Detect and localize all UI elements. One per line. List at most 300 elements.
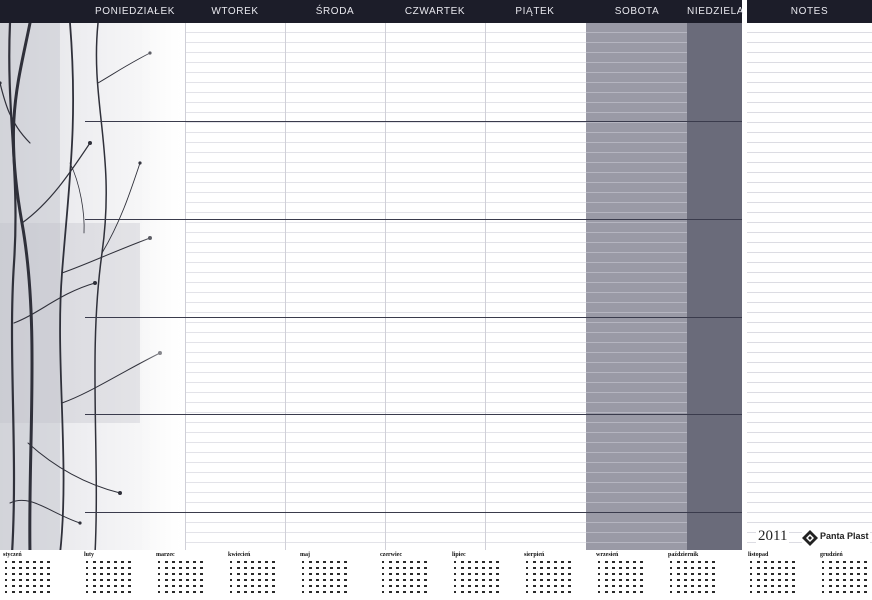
mini-calendar-day-mark: [272, 561, 275, 563]
mini-calendar-day-mark: [86, 591, 88, 593]
mini-calendar-day-mark: [93, 591, 96, 593]
mini-calendar-day-mark: [857, 561, 860, 563]
mini-calendar-day-mark: [691, 561, 694, 563]
mini-calendar-month: [452, 552, 512, 598]
mini-calendar-day-mark: [417, 585, 420, 587]
week-divider: [85, 512, 742, 513]
mini-calendar-day-mark: [403, 585, 406, 587]
mini-calendar-day-grid: [750, 561, 800, 597]
mini-calendar-day-mark: [114, 579, 117, 581]
mini-calendar-day-mark: [677, 561, 680, 563]
mini-calendar-day-mark: [344, 585, 347, 587]
mini-calendar-day-mark: [5, 561, 7, 563]
mini-calendar-month-name: sierpień: [524, 552, 545, 558]
mini-calendar-day-mark: [121, 579, 124, 581]
mini-calendar-day-mark: [93, 585, 96, 587]
mini-calendar-day-mark: [454, 561, 456, 563]
mini-calendar-day-mark: [843, 591, 846, 593]
mini-calendar-day-mark: [670, 579, 672, 581]
mini-calendar-day-mark: [561, 585, 564, 587]
mini-calendar-day-mark: [640, 591, 643, 593]
mini-calendar-day-grid: [454, 561, 504, 597]
mini-calendar-day-mark: [843, 561, 846, 563]
mini-calendar-day-mark: [316, 591, 319, 593]
mini-calendar-day-mark: [829, 579, 832, 581]
mini-calendar-day-mark: [100, 561, 103, 563]
mini-calendar-day-mark: [244, 573, 247, 575]
mini-calendar-day-mark: [265, 591, 268, 593]
mini-calendar-day-mark: [598, 579, 600, 581]
mini-calendar-day-mark: [179, 561, 182, 563]
mini-calendar-day-grid: [598, 561, 648, 597]
mini-calendar-month-name: styczeń: [3, 552, 22, 558]
mini-calendar-day-mark: [864, 567, 867, 569]
day-column-monday[interactable]: [185, 23, 285, 554]
mini-calendar-day-mark: [107, 579, 110, 581]
mini-calendar-day-mark: [344, 561, 347, 563]
mini-calendar-day-mark: [684, 573, 687, 575]
day-column-saturday[interactable]: [586, 23, 687, 554]
mini-calendar-month: [380, 552, 440, 598]
mini-calendar-day-mark: [475, 573, 478, 575]
mini-calendar-day-mark: [712, 585, 715, 587]
mini-calendar-day-mark: [475, 561, 478, 563]
mini-calendar-day-mark: [684, 591, 687, 593]
mini-calendar-day-mark: [26, 573, 29, 575]
mini-calendar-day-mark: [785, 567, 788, 569]
mini-calendar-day-mark: [792, 561, 795, 563]
day-label-sunday: NIEDZIELA: [687, 6, 745, 17]
mini-calendar-day-mark: [179, 591, 182, 593]
week-divider: [85, 414, 742, 415]
day-column-tuesday[interactable]: [285, 23, 385, 554]
mini-calendar-day-mark: [670, 561, 672, 563]
mini-calendar-day-mark: [172, 561, 175, 563]
mini-calendar-day-mark: [850, 567, 853, 569]
mini-calendar-day-mark: [417, 579, 420, 581]
mini-calendar-day-mark: [337, 561, 340, 563]
mini-calendar-day-mark: [302, 567, 304, 569]
mini-calendar-day-mark: [540, 591, 543, 593]
mini-calendar-day-mark: [778, 585, 781, 587]
mini-calendar-day-mark: [691, 579, 694, 581]
mini-calendar-day-mark: [309, 573, 312, 575]
mini-calendar-day-mark: [158, 591, 160, 593]
mini-calendar-day-mark: [424, 591, 427, 593]
mini-calendar-day-grid: [670, 561, 720, 597]
mini-calendar-day-mark: [778, 591, 781, 593]
mini-calendar-day-mark: [526, 585, 528, 587]
mini-calendar-day-mark: [619, 567, 622, 569]
mini-calendar-day-mark: [316, 567, 319, 569]
mini-calendar-day-mark: [526, 567, 528, 569]
mini-calendar-day-mark: [265, 567, 268, 569]
mini-calendar-month: [668, 552, 728, 598]
mini-calendar-day-mark: [750, 579, 752, 581]
mini-calendar-day-mark: [165, 579, 168, 581]
mini-calendar-day-mark: [410, 591, 413, 593]
mini-calendar-day-mark: [47, 591, 50, 593]
mini-calendar-month-name: październik: [668, 552, 699, 558]
mini-calendar-day-mark: [670, 591, 672, 593]
mini-calendar-day-mark: [836, 573, 839, 575]
mini-calendar-day-mark: [468, 561, 471, 563]
mini-calendar-day-mark: [193, 567, 196, 569]
mini-calendar-day-mark: [698, 573, 701, 575]
mini-calendar-day-mark: [526, 579, 528, 581]
mini-calendar-day-mark: [165, 591, 168, 593]
mini-calendar-day-mark: [640, 585, 643, 587]
mini-calendar-day-mark: [712, 567, 715, 569]
mini-calendar-day-mark: [757, 573, 760, 575]
mini-calendar-day-mark: [200, 573, 203, 575]
mini-calendar-day-mark: [496, 585, 499, 587]
mini-calendar-day-mark: [619, 585, 622, 587]
mini-calendar-day-mark: [619, 579, 622, 581]
column-separator: [185, 23, 186, 554]
mini-calendar-day-mark: [165, 585, 168, 587]
mini-calendar-day-mark: [750, 591, 752, 593]
mini-calendar-day-mark: [337, 585, 340, 587]
day-label-saturday: SOBOTA: [614, 6, 660, 17]
mini-calendar-day-mark: [757, 579, 760, 581]
mini-calendar-day-mark: [100, 579, 103, 581]
mini-calendar-day-mark: [691, 585, 694, 587]
mini-calendar-day-mark: [265, 561, 268, 563]
mini-calendar-day-mark: [822, 573, 824, 575]
mini-calendar-day-mark: [554, 561, 557, 563]
mini-calendar-month-name: czerwiec: [380, 552, 402, 558]
mini-calendar-day-mark: [822, 561, 824, 563]
mini-calendar-day-mark: [5, 585, 7, 587]
mini-calendar-day-mark: [822, 591, 824, 593]
mini-calendar-day-mark: [496, 591, 499, 593]
mini-calendar-day-mark: [47, 567, 50, 569]
mini-calendar-day-mark: [540, 573, 543, 575]
day-column-sunday[interactable]: [687, 23, 742, 554]
mini-calendar-day-mark: [533, 579, 536, 581]
mini-calendar-day-mark: [598, 561, 600, 563]
mini-calendar-day-mark: [302, 573, 304, 575]
mini-calendar-day-mark: [489, 591, 492, 593]
mini-calendar-day-mark: [778, 573, 781, 575]
mini-calendar-day-grid: [382, 561, 432, 597]
mini-calendar-day-mark: [705, 579, 708, 581]
mini-calendar-day-mark: [633, 561, 636, 563]
mini-calendar-day-mark: [750, 585, 752, 587]
week-divider: [85, 317, 742, 318]
mini-calendar-day-mark: [764, 585, 767, 587]
mini-calendar-day-mark: [843, 579, 846, 581]
mini-calendar-day-mark: [330, 561, 333, 563]
mini-calendar-day-mark: [165, 573, 168, 575]
mini-calendar-day-mark: [258, 561, 261, 563]
mini-calendar-day-grid: [302, 561, 352, 597]
mini-calendar-day-mark: [561, 573, 564, 575]
mini-calendar-day-mark: [121, 573, 124, 575]
mini-calendar-day-mark: [107, 567, 110, 569]
mini-calendar-day-mark: [475, 567, 478, 569]
mini-calendar-day-mark: [677, 585, 680, 587]
mini-calendar-day-mark: [705, 573, 708, 575]
mini-calendar-day-mark: [757, 591, 760, 593]
mini-calendar-day-mark: [47, 585, 50, 587]
mini-calendar-day-mark: [158, 579, 160, 581]
mini-calendar-month-name: grudzień: [820, 552, 843, 558]
mini-calendar-day-mark: [230, 585, 232, 587]
mini-calendar-day-mark: [785, 573, 788, 575]
mini-calendar-day-mark: [526, 573, 528, 575]
mini-calendar-day-mark: [396, 585, 399, 587]
mini-calendar-day-mark: [454, 567, 456, 569]
mini-calendar-day-mark: [829, 561, 832, 563]
mini-calendar-day-mark: [771, 579, 774, 581]
mini-calendar-day-mark: [330, 585, 333, 587]
mini-calendar-day-mark: [237, 585, 240, 587]
mini-calendar-day-mark: [677, 579, 680, 581]
mini-calendar-day-mark: [309, 567, 312, 569]
mini-calendar-day-mark: [230, 561, 232, 563]
mini-calendar-day-mark: [496, 561, 499, 563]
mini-calendar-day-mark: [302, 591, 304, 593]
mini-calendar-day-mark: [158, 567, 160, 569]
mini-calendar-day-mark: [670, 567, 672, 569]
mini-calendar-day-mark: [128, 585, 131, 587]
mini-calendar-day-mark: [272, 573, 275, 575]
mini-calendar-day-mark: [417, 567, 420, 569]
mini-calendar-day-mark: [193, 591, 196, 593]
week-divider: [85, 121, 742, 122]
mini-calendar-day-mark: [612, 567, 615, 569]
mini-calendar-day-mark: [822, 579, 824, 581]
mini-calendar-day-mark: [12, 567, 15, 569]
mini-calendar-day-mark: [684, 579, 687, 581]
mini-calendar-day-mark: [605, 591, 608, 593]
mini-calendar-day-mark: [251, 591, 254, 593]
mini-calendar-day-mark: [258, 573, 261, 575]
mini-calendar-day-mark: [554, 567, 557, 569]
notes-area[interactable]: [747, 23, 872, 550]
mini-calendar-day-mark: [778, 579, 781, 581]
mini-calendar-day-mark: [540, 567, 543, 569]
mini-calendar-day-mark: [258, 591, 261, 593]
mini-calendar-day-mark: [489, 585, 492, 587]
mini-calendar-day-mark: [330, 573, 333, 575]
mini-calendar-day-mark: [19, 567, 22, 569]
mini-calendar-day-mark: [750, 561, 752, 563]
mini-calendar-day-mark: [857, 585, 860, 587]
mini-calendar-day-mark: [547, 591, 550, 593]
mini-calendar-day-mark: [251, 573, 254, 575]
mini-calendar-day-mark: [864, 561, 867, 563]
mini-calendar-day-mark: [778, 561, 781, 563]
mini-calendar-day-mark: [568, 573, 571, 575]
mini-calendar-day-mark: [100, 573, 103, 575]
mini-calendar-day-mark: [330, 591, 333, 593]
mini-calendar-day-mark: [396, 567, 399, 569]
mini-calendar-month: [524, 552, 584, 598]
mini-calendar-day-mark: [309, 561, 312, 563]
mini-calendar-day-mark: [40, 591, 43, 593]
mini-calendar-day-mark: [302, 561, 304, 563]
mini-calendar-day-mark: [677, 573, 680, 575]
mini-calendar-day-mark: [568, 567, 571, 569]
mini-calendar-day-mark: [186, 573, 189, 575]
mini-calendar-day-mark: [33, 561, 36, 563]
mini-calendar-day-mark: [186, 579, 189, 581]
mini-calendar-day-mark: [698, 579, 701, 581]
mini-calendar-day-mark: [568, 585, 571, 587]
mini-calendar-month: [748, 552, 808, 598]
mini-calendar-day-mark: [186, 567, 189, 569]
mini-calendar-day-mark: [417, 561, 420, 563]
mini-calendar-day-mark: [86, 573, 88, 575]
mini-calendar-day-mark: [454, 585, 456, 587]
mini-calendar-day-mark: [172, 591, 175, 593]
day-column-wednesday[interactable]: [385, 23, 485, 554]
mini-calendar-day-mark: [382, 585, 384, 587]
mini-calendar-day-mark: [26, 561, 29, 563]
mini-calendar-day-mark: [757, 567, 760, 569]
mini-calendar-day-mark: [712, 579, 715, 581]
mini-calendar-day-mark: [12, 579, 15, 581]
mini-calendar-day-mark: [454, 591, 456, 593]
mini-calendar-day-mark: [829, 585, 832, 587]
mini-calendar-day-mark: [626, 561, 629, 563]
mini-calendar-month-name: marzec: [156, 552, 175, 558]
mini-calendar-day-mark: [230, 579, 232, 581]
mini-calendar-day-mark: [836, 579, 839, 581]
mini-calendar-day-mark: [86, 561, 88, 563]
mini-calendar-day-mark: [158, 561, 160, 563]
mini-calendar-day-mark: [5, 567, 7, 569]
mini-calendar-day-mark: [857, 573, 860, 575]
mini-calendar-day-mark: [396, 573, 399, 575]
mini-calendar-day-mark: [829, 573, 832, 575]
day-label-tuesday: WTOREK: [211, 6, 259, 17]
mini-calendar-day-mark: [540, 561, 543, 563]
mini-calendar-day-mark: [496, 567, 499, 569]
mini-calendar-day-mark: [526, 591, 528, 593]
mini-calendar-day-mark: [468, 567, 471, 569]
mini-calendar-day-mark: [554, 573, 557, 575]
mini-calendar-day-mark: [172, 573, 175, 575]
mini-calendar-day-mark: [403, 579, 406, 581]
day-column-thursday-friday-boundary: [485, 23, 586, 554]
mini-calendar-day-mark: [598, 567, 600, 569]
mini-calendar-day-mark: [850, 573, 853, 575]
mini-calendar-day-mark: [424, 573, 427, 575]
mini-calendar-day-mark: [47, 579, 50, 581]
mini-calendar-day-mark: [764, 573, 767, 575]
mini-calendar-day-mark: [389, 591, 392, 593]
mini-calendar-day-mark: [251, 585, 254, 587]
mini-calendar-day-mark: [230, 591, 232, 593]
mini-calendar-day-mark: [829, 591, 832, 593]
mini-calendar-day-mark: [785, 591, 788, 593]
mini-calendar-day-mark: [389, 561, 392, 563]
mini-calendar-day-mark: [468, 579, 471, 581]
day-label-thursday: CZWARTEK: [404, 6, 466, 17]
mini-calendar-day-mark: [158, 573, 160, 575]
mini-calendar-day-mark: [482, 591, 485, 593]
mini-calendar-day-mark: [237, 579, 240, 581]
mini-calendar-day-mark: [489, 567, 492, 569]
mini-calendar-day-mark: [114, 573, 117, 575]
mini-calendar-day-mark: [489, 573, 492, 575]
mini-calendar-day-mark: [403, 561, 406, 563]
mini-calendar-day-mark: [705, 585, 708, 587]
mini-calendar-day-mark: [771, 573, 774, 575]
mini-calendar-month: [228, 552, 288, 598]
mini-calendar-day-mark: [12, 573, 15, 575]
mini-calendar-day-mark: [554, 579, 557, 581]
mini-calendar-day-mark: [323, 567, 326, 569]
mini-calendar-month-name: listopad: [748, 552, 769, 558]
mini-calendar-day-mark: [12, 591, 15, 593]
mini-calendar-day-mark: [237, 561, 240, 563]
mini-calendar-day-mark: [712, 573, 715, 575]
mini-calendar-day-mark: [323, 591, 326, 593]
mini-calendar-day-mark: [172, 579, 175, 581]
mini-calendar-day-mark: [244, 585, 247, 587]
mini-calendar-day-mark: [684, 561, 687, 563]
mini-calendar-month: [84, 552, 144, 598]
mini-calendar-day-mark: [561, 591, 564, 593]
mini-calendar-day-mark: [302, 579, 304, 581]
mini-calendar-day-mark: [33, 579, 36, 581]
mini-calendar-day-mark: [454, 573, 456, 575]
mini-calendar-day-grid: [5, 561, 55, 597]
mini-calendar-day-mark: [337, 567, 340, 569]
mini-calendar-day-mark: [792, 579, 795, 581]
mini-calendar-day-mark: [864, 591, 867, 593]
mini-calendar-day-mark: [337, 573, 340, 575]
mini-calendar-day-mark: [12, 585, 15, 587]
mini-calendar-day-mark: [626, 573, 629, 575]
mini-calendar-day-mark: [344, 591, 347, 593]
mini-calendar-day-mark: [93, 579, 96, 581]
mini-calendar-day-mark: [172, 585, 175, 587]
mini-calendar-day-mark: [857, 579, 860, 581]
mini-calendar-day-mark: [698, 591, 701, 593]
mini-calendar-day-mark: [605, 585, 608, 587]
mini-calendar-day-mark: [568, 579, 571, 581]
mini-calendar-day-mark: [626, 585, 629, 587]
mini-calendar-day-mark: [200, 561, 203, 563]
column-separator: [485, 23, 486, 554]
mini-calendar-day-mark: [598, 591, 600, 593]
mini-calendar-day-mark: [40, 567, 43, 569]
mini-calendar-day-mark: [792, 573, 795, 575]
mini-calendar-day-mark: [785, 579, 788, 581]
mini-calendar-day-mark: [165, 561, 168, 563]
mini-calendar-day-mark: [540, 585, 543, 587]
mini-calendar-day-mark: [114, 567, 117, 569]
mini-calendar-day-mark: [128, 591, 131, 593]
mini-calendar-day-grid: [526, 561, 576, 597]
mini-calendar-day-mark: [19, 561, 22, 563]
mini-calendar-day-mark: [764, 591, 767, 593]
mini-calendar-day-mark: [165, 567, 168, 569]
mini-calendar-day-mark: [640, 579, 643, 581]
mini-calendar-day-mark: [114, 585, 117, 587]
mini-calendar-day-mark: [12, 561, 15, 563]
mini-calendar-day-mark: [389, 579, 392, 581]
mini-calendar-day-mark: [158, 585, 160, 587]
mini-calendar-day-mark: [626, 591, 629, 593]
mini-calendar-month: [300, 552, 360, 598]
